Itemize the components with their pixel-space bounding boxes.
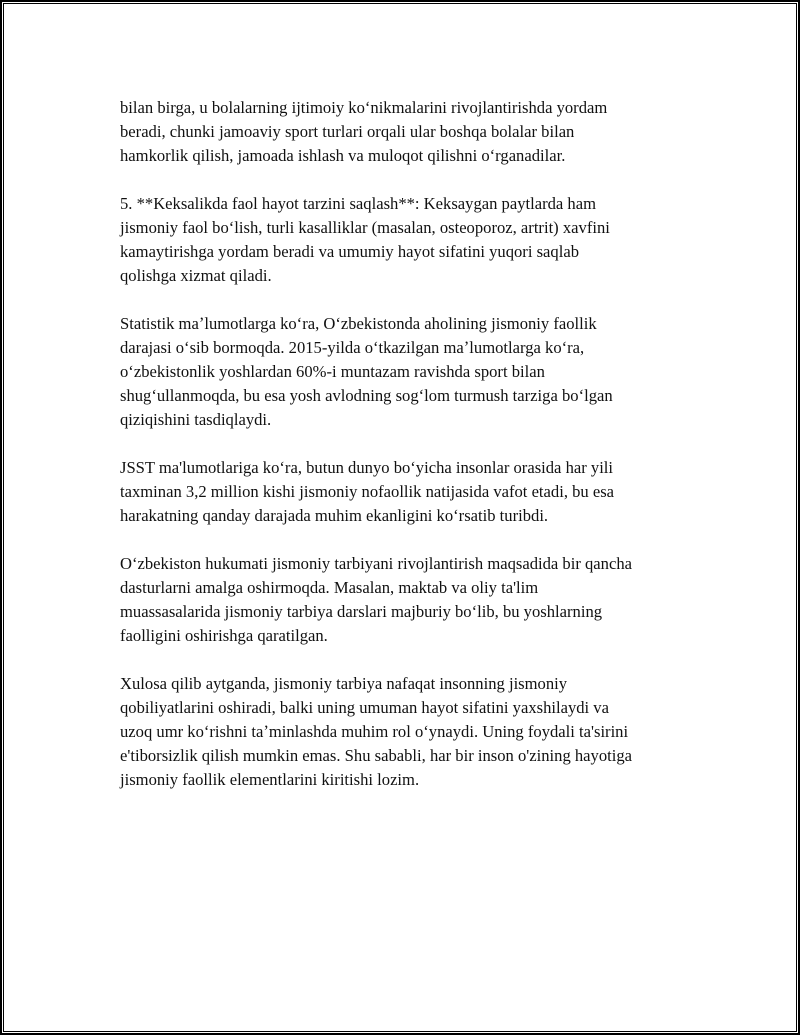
text-line: JSST ma'lumotlariga koʻra, butun dunyo boʻyicha insonlar orasida har yili	[120, 458, 614, 477]
text-line: Statistik maʼlumotlarga koʻra, Oʻzbekistonda aholining jismoniy faollik	[120, 314, 597, 333]
text-line: jismoniy faollik elementlarini kiritishi lozim.	[120, 770, 420, 789]
text-line: 5. **Keksalikda faol hayot tarzini saqlash**: Keksaygan paytlarda ham	[120, 194, 597, 213]
text-line: shugʻullanmoqda, bu esa yosh avlodning sogʻlom turmush tarziga boʻlgan	[120, 386, 613, 405]
document-body	[120, 96, 700, 816]
text-line: qobiliyatlarini oshiradi, balki uning umuman hayot sifatini yaxshilaydi va	[120, 698, 609, 717]
text-line: qolishga xizmat qiladi.	[120, 266, 272, 285]
text-line: hamkorlik qilish, jamoada ishlash va muloqot qilishni oʻrganadilar.	[120, 146, 566, 165]
text-line: jismoniy faol boʻlish, turli kasalliklar (masalan, osteoporoz, artrit) xavfini	[120, 218, 610, 237]
text-line: Xulosa qilib aytganda, jismoniy tarbiya nafaqat insonning jismoniy	[120, 674, 568, 693]
paragraph-government-programs	[120, 552, 700, 648]
text-line: uzoq umr koʻrishni taʼminlashda muhim rol oʻynaydi. Uning foydali ta'sirini	[120, 722, 629, 741]
text-line: kamaytirishga yordam beradi va umumiy hayot sifatini yuqori saqlab	[120, 242, 579, 261]
text-line: taxminan 3,2 million kishi jismoniy nofaollik natijasida vafot etadi, bu esa	[120, 482, 615, 501]
paragraph-statistics	[120, 312, 700, 432]
text-line: qiziqishini tasdiqlaydi.	[120, 410, 272, 429]
text-line: harakatning qanday darajada muhim ekanligini koʻrsatib turibdi.	[120, 506, 549, 525]
text-line: beradi, chunki jamoaviy sport turlari orqali ular boshqa bolalar bilan	[120, 122, 575, 141]
text-line: Oʻzbekiston hukumati jismoniy tarbiyani rivojlantirish maqsadida bir qancha	[120, 554, 632, 573]
paragraph-social-skills	[120, 96, 700, 168]
text-line: muassasalarida jismoniy tarbiya darslari majburiy boʻlib, bu yoshlarning	[120, 602, 603, 621]
text-line: e'tiborsizlik qilish mumkin emas. Shu sababli, har bir inson o'zining hayotiga	[120, 746, 633, 765]
text-line: darajasi oʻsib bormoqda. 2015-yilda oʻtkazilgan maʼlumotlarga koʻra,	[120, 338, 585, 357]
paragraph-conclusion	[120, 672, 700, 792]
paragraph-active-aging	[120, 192, 700, 288]
text-line: dasturlarni amalga oshirmoqda. Masalan, maktab va oliy ta'lim	[120, 578, 539, 597]
text-line: faolligini oshirishga qaratilgan.	[120, 626, 328, 645]
paragraph-who-data	[120, 456, 700, 528]
text-line: oʻzbekistonlik yoshlardan 60%-i muntazam ravishda sport bilan	[120, 362, 545, 381]
text-line: bilan birga, u bolalarning ijtimoiy koʻnikmalarini rivojlantirishda yordam	[120, 98, 608, 117]
